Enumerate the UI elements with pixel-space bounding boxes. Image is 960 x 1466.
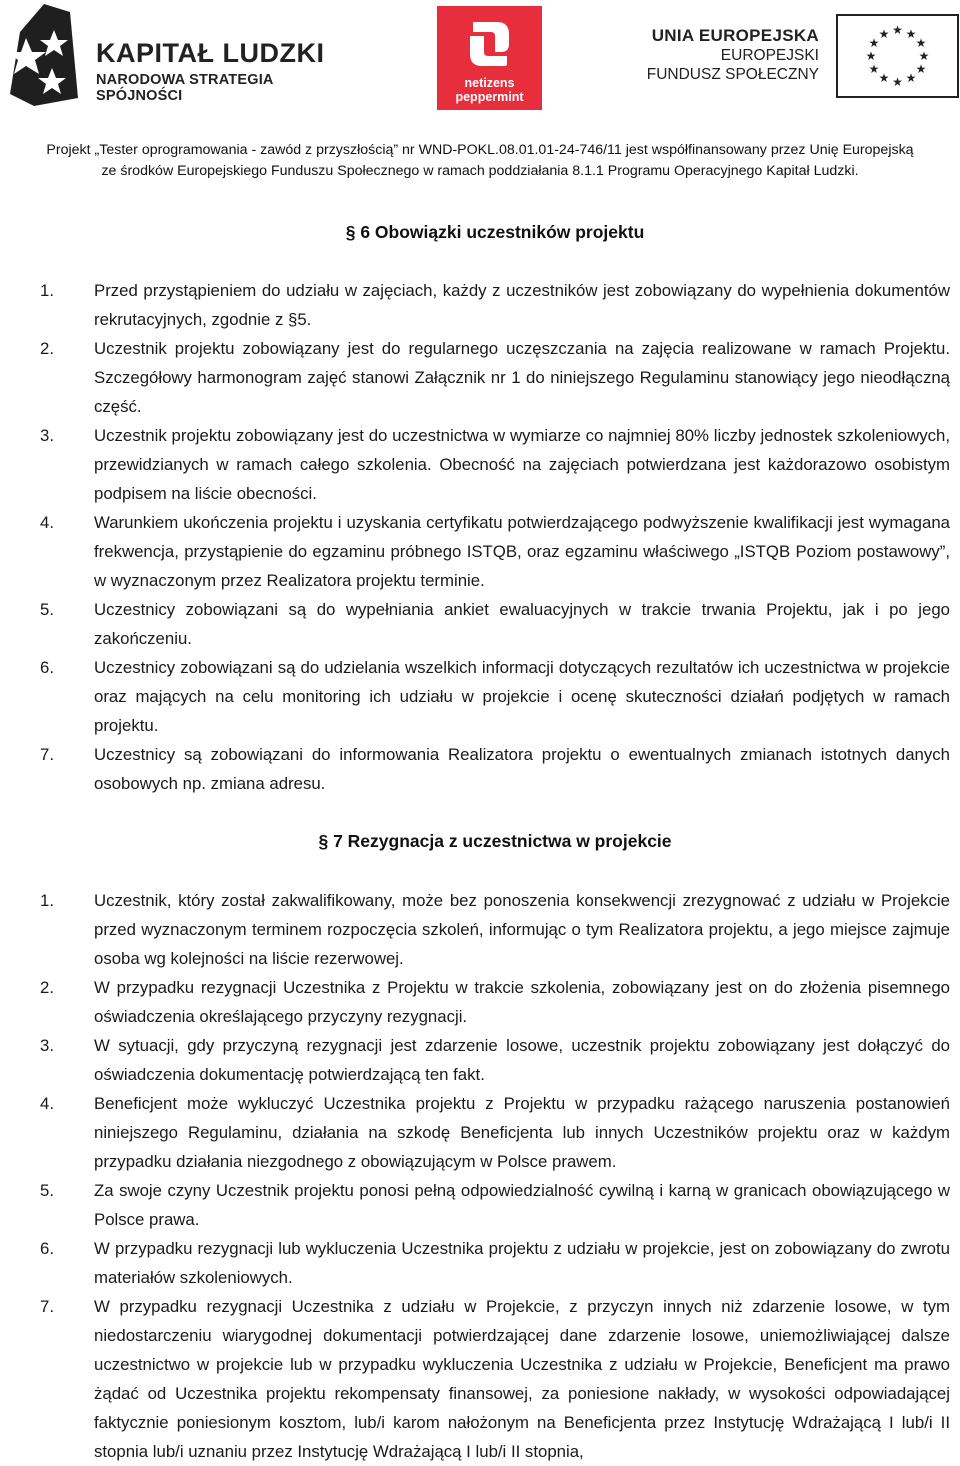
svg-text:★: ★ (865, 49, 877, 63)
item-text: W przypadku rezygnacji Uczestnika z udziału w Projekcie, z przyczyn innych niż zdarzenie losowe, w tym niedostarczeniu wiarygodnej dokumentacji potwierdzającej dane zdarzenie losowe, uniemożliwiającej dalsze uczestnictwo w projekcie lub w przypadku wykluczenia Uczestnika z udziału w Projekcie, Beneficjent ma prawo żądać od Uczestnika projektu rekompensaty finansowej, za poniesione nakłady, w wysokości odpowiadającej faktycznie poniesionym kosztom, lub/i karom nałożonym na Beneficjenta przez Instytucję Wdrażającą I lub/i II stopnia lub/i uznaniu przez Instytucję Wdrażającą I lub/i II stopnia, (94, 1297, 950, 1461)
list-item (0, 740, 960, 798)
item-number: 4. (40, 1094, 54, 1113)
section6-title: § 6 Obowiązki uczestników projektu (345, 222, 645, 242)
item-text: Uczestnicy zobowiązani są do wypełniania ankiet ewaluacyjnych w trakcie trwania Projektu, jak i po jego zakończeniu. (94, 600, 950, 648)
list-item (0, 421, 960, 508)
svg-text:★: ★ (905, 71, 917, 85)
item-number: 1. (40, 281, 54, 300)
list-item (0, 1089, 960, 1176)
netizens-emblem-icon (437, 6, 542, 76)
list-item (0, 1031, 960, 1089)
item-text: Uczestnik projektu zobowiązany jest do uczestnictwa w wymiarze co najmniej 80% liczby jednostek szkoleniowych, przewidzianych w ramach całego szkolenia. Obecność na zajęciach potwierdzana jest każdorazowo osobistym podpisem na liście obecności. (94, 426, 950, 503)
list-item (0, 595, 960, 653)
section7-title: § 7 Rezygnacja z uczestnictwa w projekcie (318, 831, 672, 851)
kapital-ludzki-subtitle: NARODOWA STRATEGIA SPÓJNOŚCI (96, 72, 274, 104)
item-text: W sytuacji, gdy przyczyną rezygnacji jest zdarzenie losowe, uczestnik projektu zobowiązany jest dołączyć do oświadczenia dokumentację potwierdzającą ten fakt. (94, 1036, 950, 1084)
svg-text:★: ★ (892, 23, 903, 37)
kapital-ludzki-logo (4, 2, 344, 110)
eu-line2: EUROPEJSKI (720, 47, 819, 64)
kapital-ludzki-title: KAPITAŁ LUDZKI (96, 38, 325, 68)
list-item (0, 1234, 960, 1292)
list-item (0, 653, 960, 740)
list-item (0, 334, 960, 421)
list-item (0, 276, 960, 334)
item-text: W przypadku rezygnacji Uczestnika z Projektu w trakcie szkolenia, zobowiązany jest on do złożenia pisemnego oświadczenia określającego przyczyny rezygnacji. (94, 978, 950, 1026)
netizens-line2: peppermint (455, 90, 524, 104)
svg-text:★: ★ (892, 75, 903, 89)
svg-text:★: ★ (878, 27, 890, 41)
section7-list (0, 886, 960, 1466)
list-item (0, 508, 960, 595)
svg-text:★: ★ (868, 36, 880, 50)
kapital-ludzki-emblem-icon (4, 2, 84, 110)
svg-text:★: ★ (915, 62, 927, 76)
item-number: 5. (40, 600, 54, 619)
section6-list (0, 276, 960, 798)
list-item (0, 886, 960, 973)
item-number: 7. (40, 745, 54, 764)
page-header (0, 0, 960, 135)
eu-flag-icon (836, 14, 959, 98)
eu-line1: UNIA EUROPEJSKA (651, 26, 819, 45)
svg-text:★: ★ (878, 71, 890, 85)
item-text: Uczestnik, który został zakwalifikowany, może bez ponoszenia konsekwencji zrezygnować z udziału w Projekcie przed wyznaczonym terminem rozpoczęcia szkoleń, informując o tym Realizatora projektu, a jego miejsce zajmuje osoba wg kolejności na liście rezerwowej. (94, 891, 950, 968)
list-item (0, 973, 960, 1031)
list-item (0, 1176, 960, 1234)
item-text: Uczestnik projektu zobowiązany jest do regularnego uczęszczania na zajęcia realizowane w ramach Projektu. Szczegółowy harmonogram zajęć stanowi Załącznik nr 1 do niniejszego Regulaminu stanowiący jego nieodłączną część. (94, 339, 950, 416)
item-number: 2. (40, 339, 54, 358)
item-number: 3. (40, 1036, 54, 1055)
netizens-line1: netizens (464, 76, 515, 90)
svg-text:★: ★ (915, 36, 927, 50)
item-number: 2. (40, 978, 54, 997)
funding-line2: ze środków Europejskiego Funduszu Społecznego w ramach poddziałania 8.1.1 Programu Operacyjnego Kapitał Ludzki. (101, 163, 859, 179)
item-text: Uczestnicy są zobowiązani do informowania Realizatora projektu o ewentualnych zmianach istotnych danych osobowych np. zmiana adresu. (94, 745, 950, 793)
eu-line3: FUNDUSZ SPOŁECZNY (646, 66, 819, 83)
item-number: 4. (40, 513, 54, 532)
item-text: Uczestnicy zobowiązani są do udzielania wszelkich informacji dotyczących rezultatów ich uczestnictwa w projekcie oraz mających na celu monitoring ich udziału w projekcie i ocenę skuteczności działań podjętych w ramach projektu. (94, 658, 950, 735)
item-number: 1. (40, 891, 54, 910)
item-number: 5. (40, 1181, 54, 1200)
funding-line1: Projekt „Tester oprogramowania - zawód z przyszłością” nr WND-POKL.08.01.01-24-746/11 jest współfinansowany przez Unię Europejską (46, 142, 914, 158)
svg-text:★: ★ (868, 62, 880, 76)
item-text: Warunkiem ukończenia projektu i uzyskania certyfikatu potwierdzającego podwyższenie kwalifikacji jest wymagana frekwencja, przystąpienie do egzaminu próbnego ISTQB, oraz egzaminu właściwego „ISTQB Poziom postawowy”, w wyznaczonym przez Realizatora projektu terminie. (94, 513, 950, 590)
item-number: 6. (40, 1239, 54, 1258)
item-text: Przed przystąpieniem do udziału w zajęciach, każdy z uczestników jest zobowiązany do wypełnienia dokumentów rekrutacyjnych, zgodnie z §5. (94, 281, 950, 329)
svg-text:★: ★ (918, 49, 930, 63)
funding-statement (0, 140, 960, 182)
item-text: Za swoje czyny Uczestnik projektu ponosi pełną odpowiedzialność cywilną i karną w granicach obowiązującego w Polsce prawa. (94, 1181, 950, 1229)
item-number: 7. (40, 1297, 54, 1316)
item-number: 3. (40, 426, 54, 445)
item-text: W przypadku rezygnacji lub wykluczenia Uczestnika projektu z udziału w projekcie, jest on zobowiązany do zwrotu materiałów szkoleniowych. (94, 1239, 950, 1287)
svg-text:★: ★ (905, 27, 917, 41)
item-text: Beneficjent może wykluczyć Uczestnika projektu z Projektu w przypadku rażącego naruszenia postanowień niniejszego Regulaminu, działania na szkodę Beneficjenta lub innych Uczestników projektu oraz w każdym przypadku działania niezgodnego z obowiązującym w Polsce prawem. (94, 1094, 950, 1171)
list-item (0, 1292, 960, 1466)
eu-text-block (647, 26, 819, 84)
item-number: 6. (40, 658, 54, 677)
netizens-peppermint-logo (437, 6, 542, 110)
